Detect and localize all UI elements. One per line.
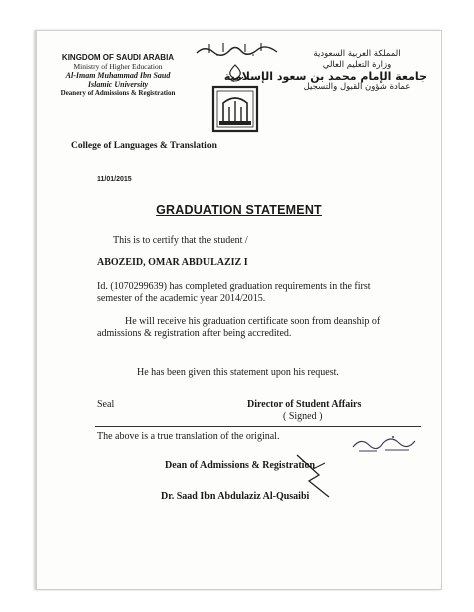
document-page: [36, 30, 442, 590]
student-name: ABOZEID, OMAR ABDULAZIZ I: [97, 257, 248, 268]
completion-line-1: Id. (1070299639) has completed graduation requirements in the first: [97, 281, 371, 292]
header-university-type: Islamic University: [87, 80, 149, 89]
basmala-calligraphy: [195, 41, 279, 57]
certificate-line-1: He will receive his graduation certificate soon from deanship of: [125, 316, 381, 327]
request-statement: He has been given this statement upon his request.: [137, 367, 339, 378]
certificate-line-2: admissions & registration after being accredited.: [97, 328, 292, 339]
header-ar-university: جامعة الإمام محمد بن سعود الإسلامية: [223, 70, 427, 83]
document-date: 11/01/2015: [97, 176, 132, 183]
header-country: KINGDOM OF SAUDI ARABIA: [61, 53, 175, 62]
header-ar-ministry: وزارة التعليم العالي: [322, 60, 392, 70]
seal-label: Seal: [97, 399, 115, 410]
certify-line: This is to certify that the student /: [113, 235, 248, 246]
signed-note: ( Signed ): [283, 411, 323, 422]
translation-note: The above is a true translation of the original.: [97, 431, 280, 442]
header-ar-country: المملكة العربية السعودية: [313, 49, 401, 59]
header-arabic: [223, 49, 427, 93]
signatory-name: Dr. Saad Ibn Abdulaziz Al-Qusaibi: [161, 491, 310, 502]
completion-line-2: semester of the academic year 2014/2015.: [97, 293, 266, 304]
dean-title: Dean of Admissions & Registration: [165, 460, 316, 471]
college-name: College of Languages & Translation: [71, 141, 217, 151]
translation-stamp: [349, 431, 419, 455]
document-title: GRADUATION STATEMENT: [156, 203, 322, 217]
header-ar-deanery: عمادة شؤون القبول والتسجيل: [303, 82, 411, 92]
header-english: [53, 53, 183, 98]
header-deanery: Deanery of Admissions & Registration: [60, 89, 176, 97]
header-ministry: Ministry of Higher Education: [73, 62, 163, 71]
header-university-name: Al-Imam Muhammad Ibn Saud: [65, 71, 171, 80]
divider-line: [95, 426, 421, 427]
director-title: Director of Student Affairs: [247, 399, 362, 410]
